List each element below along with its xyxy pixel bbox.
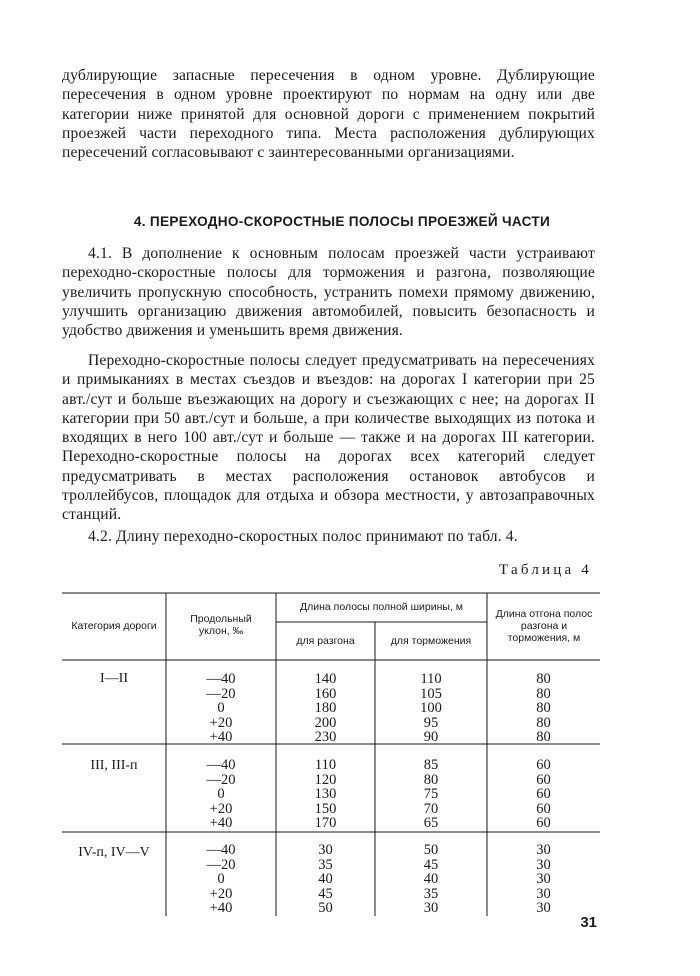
table-cell: 30 [536,871,551,888]
paragraph-duplicate-intersections: дублирующие запасные пересечения в одном уровне. Дублирующие пересечения в одном уровне проектируют по нормам на одну или две категории ниже принятой для основной дороги с применением покрытий проезжей части переходного типа. Места расположения дублирующих пересечений согласовывают с заинтересованными организациями. [62,67,595,162]
table-cell: 50 [423,842,439,858]
acceleration-column [276,758,375,831]
slope-column [166,758,276,831]
table-cell: 110 [314,757,337,773]
table-cell: 40 [318,871,333,888]
acceleration-column [276,843,375,916]
table-cell: 45 [423,856,439,873]
header-slope: Продольный уклон, ‰ [190,613,252,637]
table-cell: 140 [314,671,337,687]
table-cell: +40 [209,900,233,917]
table-cell: +40 [209,815,233,832]
table-cell: 0 [217,871,225,888]
table-cell: 60 [536,757,551,773]
table-cell: 80 [536,671,551,687]
table-cell: —20 [206,771,236,788]
table-cell: 95 [423,714,439,731]
header-taper-length: Длина отгона полос разгона и торможения, м [495,608,593,644]
table-cell: 60 [536,771,551,788]
table-cell: 100 [420,700,442,717]
table-cell: 80 [536,714,551,731]
table-cell: —40 [206,757,236,773]
acceleration-column [276,672,375,745]
table-cell: +20 [209,714,233,731]
header-category: Категория дороги [71,620,157,632]
table-cell: 170 [314,815,337,832]
braking-column [375,672,487,745]
slope-column [166,672,276,745]
table-cell: 35 [318,856,333,873]
table-cell: 105 [420,685,442,702]
table-cell: 85 [423,757,439,773]
table-cell: 30 [536,842,551,858]
table-cell: 80 [423,771,439,788]
page-number: 31 [580,914,597,931]
table-cell: 35 [423,885,439,902]
table-cell: 180 [314,700,337,717]
table-cell: +20 [209,885,233,902]
table-caption: Таблица 4 [499,562,592,578]
braking-column [375,843,487,916]
table-cell: 65 [423,815,439,832]
table-cell: +40 [209,729,233,746]
taper-column [487,672,600,745]
table-cell: 30 [423,900,439,917]
taper-column [487,758,600,831]
table-cell: 30 [536,885,551,902]
table-cell: 130 [314,786,337,803]
table-cell: 60 [536,815,551,832]
table-cell: 40 [423,871,439,888]
paragraph-4-1: 4.1. В дополнение к основным полосам проезжей части устраивают переходно-скоростные полосы для торможения и разгона, позволяющие увеличить пропускную способность, устранить помехи прямому движению, улучшить организацию движения автомобилей, повысить безопасность и удобство движения и уменьшить время движения. [62,245,595,340]
category-cell: IV-п, IV—V [78,845,150,860]
table-cell: 80 [536,729,551,746]
table-cell: 110 [420,671,442,687]
table-cell: 30 [536,900,551,917]
table-cell: +20 [209,800,233,817]
table-cell: 160 [314,685,337,702]
table-cell: 30 [536,856,551,873]
braking-column [375,758,487,831]
table-cell: 45 [318,885,333,902]
table-cell: 120 [314,771,337,788]
table-cell: 60 [536,800,551,817]
category-cell: I—II [100,671,128,686]
table-cell: 70 [423,800,439,817]
table-cell: —40 [206,671,236,687]
header-acceleration: для разгона [296,635,355,647]
table-cell: 80 [536,700,551,717]
section-heading: 4. ПЕРЕХОДНО-СКОРОСТНЫЕ ПОЛОСЫ ПРОЕЗЖЕЙ ЧАСТИ [133,214,551,229]
table-cell: 230 [314,729,337,746]
table-cell: 200 [314,714,337,731]
table-cell: —40 [206,842,236,858]
table-cell: 60 [536,786,551,803]
table-cell: 30 [318,842,333,858]
category-cell: III, III-п [90,758,138,773]
table-cell: —20 [206,685,236,702]
header-full-width-length: Длина полосы полной ширины, м [300,601,463,613]
taper-column [487,843,600,916]
slope-column [166,843,276,916]
table-cell: 150 [314,800,337,817]
table-cell: 0 [217,700,225,717]
table-cell: 75 [423,786,439,803]
table-cell: 90 [423,729,439,746]
table-cell: 80 [536,685,551,702]
header-braking: для торможения [390,635,472,647]
table-cell: 50 [318,900,333,917]
table-cell: —20 [206,856,236,873]
table-cell: 0 [217,786,225,803]
paragraph-transition-lanes: Переходно-скоростные полосы следует предусматривать на пересечениях и примыканиях в местах съездов и въездов: на дорогах I категории при 25 авт./сут и больше въезжающих на дорогу и съезжающих с нее; на дорогах II категории при 50 авт./сут и больше, а при количестве выходящих из потока и входящих в него 100 авт./сут и больше — также и на дорогах III категории. Переходно-скоростные полосы на дорогах всех категорий следует предусматривать в местах расположения остановок автобусов и троллейбусов, площадок для отдыха и обзора местности, у автозаправочных станций. [62,352,595,524]
paragraph-4-2: 4.2. Длину переходно-скоростных полос принимают по табл. 4. [88,528,518,545]
